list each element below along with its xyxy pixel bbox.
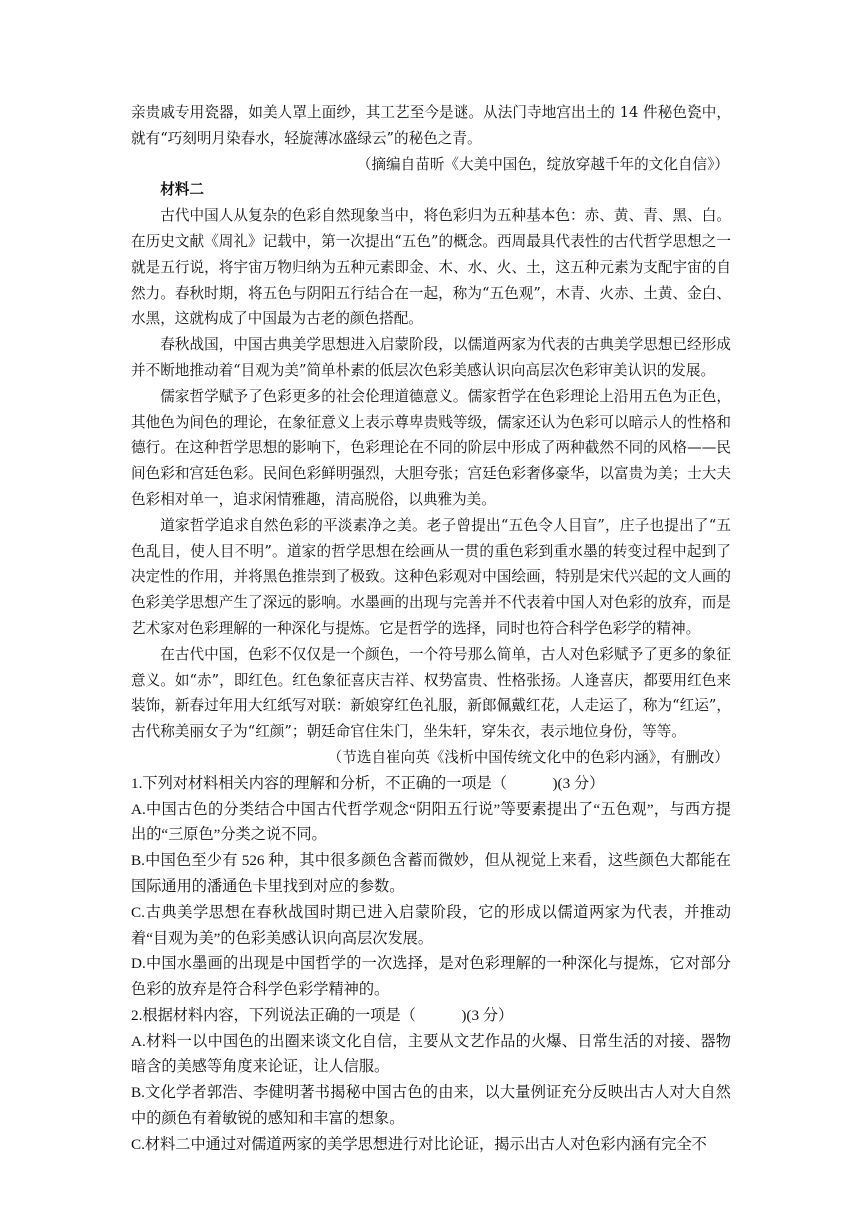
question-option: A.材料一以中国色的出圈来谈文化自信，主要从文艺作品的火爆、日常生活的对接、器物暗含的美感等角度来论证，让人信服。: [131, 1032, 731, 1076]
material2-paragraph: 儒家哲学赋予了色彩更多的社会伦理道德意义。儒家哲学在色彩理论上沿用五色为正色，其他色为间色的理论，在象征意义上表示尊卑贵贱等级，儒家还认为色彩可以暗示人的性格和德行。在这种哲学思想的影响下，色彩理论在不同的阶层中形成了两种截然不同的风格——民间色彩和宫廷色彩。民间色彩鲜明强烈，大胆夸张；宫廷色彩奢侈豪华，以富贵为美；士大夫色彩相对单一，追求闲情雅趣，清高脱俗，以典雅为美。: [131, 387, 731, 508]
material2-paragraph: 道家哲学追求自然色彩的平淡素净之美。老子曾提出“五色令人目盲”，庄子也提出了“五色乱目，使人目不明”。道家的哲学思想在绘画从一贯的重色彩到重水墨的转变过程中起到了决定性的作用，并将黑色推崇到了极致。这种色彩观对中国绘画，特别是宋代兴起的文人画的色彩美学思想产生了深远的影响。水墨画的出现与完善并不代表着中国人对色彩的放弃，而是艺术家对色彩理解的一种深化与提炼。它是哲学的选择，同时也符合科学色彩学的精神。: [131, 516, 731, 637]
question-1: [131, 771, 731, 1003]
question-option: B.中国色至少有 526 种，其中很多颜色含蓄而微妙，但从视觉上来看，这些颜色大都能在国际通用的潘通色卡里找到对应的参数。: [131, 852, 731, 895]
question-option: A.中国古色的分类结合中国古代哲学观念“阴阳五行说”等要素提出了“五色观”，与西方提出的“三原色”分类之说不同。: [131, 800, 731, 844]
question-option: D.中国水墨画的出现是中国哲学的一次选择，是对色彩理解的一种深化与提炼，它对部分色彩的放弃是符合科学色彩学精神的。: [131, 955, 731, 999]
material2-source: （节选自崔向英《浅析中国传统文化中的色彩内涵》，有删改）: [327, 748, 729, 766]
material2-paragraph: 在古代中国，色彩不仅仅是一个颜色，一个符号那么简单，古人对色彩赋予了更多的象征意义。如“赤”，即红色。红色象征喜庆吉祥、权势富贵、性格张扬。人逢喜庆，都要用红色来装饰，新春过年用大红纸写对联：新娘穿红色礼服，新郎佩戴红花，人走运了，称为“红运”，古代称美丽女子为“红颜”；朝廷命官住朱门，坐朱轩，穿朱衣，表示地位身份，等等。: [131, 645, 731, 741]
question-option: B.文化学者郭浩、李健明著书揭秘中国古色的由来，以大量例证充分反映出古人对大自然中的颜色有着敏锐的感知和丰富的想象。: [131, 1084, 731, 1128]
document-page: [131, 100, 731, 1158]
question-stem: 1.下列对材料相关内容的理解和分析，不正确的一项是（ )(3 分）: [131, 774, 605, 792]
material1-source: （摘编自苗昕《大美中国色，绽放穿越千年的文化自信》）: [356, 155, 729, 173]
question-stem: 2.根据材料内容，下列说法正确的一项是（ )(3 分）: [131, 1006, 514, 1024]
material2-paragraph: 春秋战国，中国古典美学思想进入启蒙阶段，以儒道两家为代表的古典美学思想已经形成并不断地推动着“目观为美”简单朴素的低层次色彩美感认识向高层次色彩审美认识的发展。: [131, 336, 731, 379]
question-option: C.材料二中通过对儒道两家的美学思想进行对比论证，揭示出古人对色彩内涵有完全不: [131, 1135, 707, 1153]
material2-heading: 材料二: [160, 181, 204, 199]
material2-paragraph: 古代中国人从复杂的色彩自然现象当中，将色彩归为五种基本色：赤、黄、青、黑、白。在历史文献《周礼》记载中，第一次提出“五色”的概念。西周最具代表性的古代哲学思想之一就是五行说，将宇宙万物归纳为五种元素即金、木、水、火、土，这五种元素为支配宇宙的自然力。春秋时期，将五色与阴阳五行结合在一起，称为“五色观”，木青、火赤、土黄、金白、水黑，这就构成了中国最为古老的颜色搭配。: [131, 207, 731, 328]
material1-tail: 亲贵戚专用瓷器，如美人罩上面纱，其工艺至今是谜。从法门寺地宫出土的 14 件秘色瓷中，就有“巧刻明月染春水，轻旋薄冰盛绿云”的秘色之青。: [131, 104, 731, 147]
question-2: [131, 1003, 731, 1158]
question-option: C.古典美学思想在春秋战国时期已进入启蒙阶段，它的形成以儒道两家为代表，并推动着“目观为美”的色彩美感认识向高层次发展。: [131, 903, 731, 947]
